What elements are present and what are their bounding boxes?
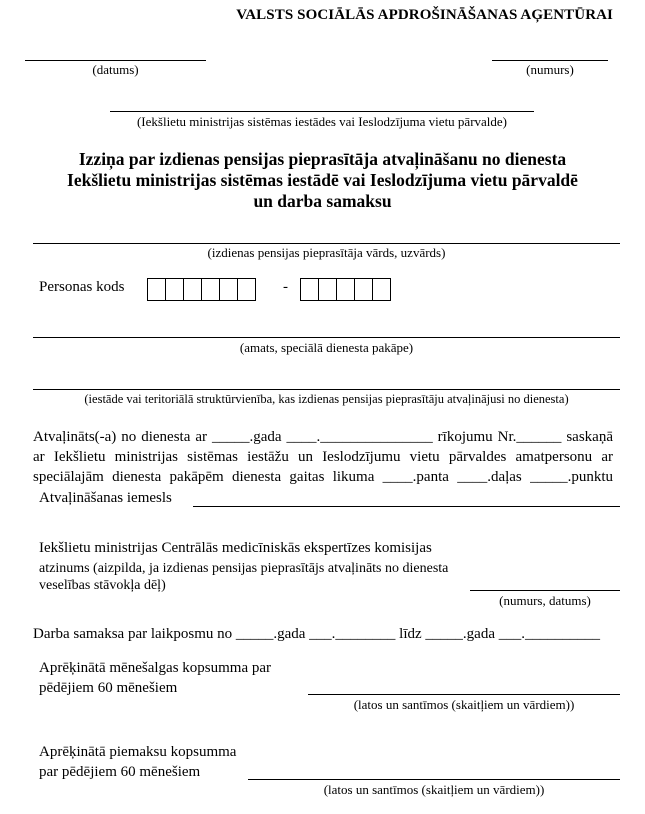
commission-line-3: veselības stāvokļa dēļ) <box>39 578 166 593</box>
discharge-line-2: ar Iekšlietu ministrijas sistēmas iestāžu un Ieslodzījumu vietu pārvaldes amatpersonu ar <box>33 449 613 465</box>
monthly-salary-line-2: pēdējiem 60 mēnešiem <box>39 680 178 696</box>
discharge-paragraph <box>33 427 613 487</box>
discharge-reason-line[interactable] <box>193 506 620 507</box>
monthly-salary-line-1: Aprēķinātā mēnešalgas kopsumma par <box>39 660 272 676</box>
document-title <box>0 149 645 212</box>
code-digit-box[interactable] <box>354 278 373 301</box>
number-caption: (numurs) <box>526 62 574 77</box>
personal-code-label: Personas kods <box>39 279 125 295</box>
number-line[interactable] <box>492 60 608 61</box>
discharge-reason-label: Atvaļināšanas iemesls <box>39 490 172 506</box>
date-caption: (datums) <box>92 62 139 77</box>
unit-caption: (iestāde vai teritoriālā struktūrvienība, kas izdienas pensijas pieprasītāju atvaļinājusi no dienesta) <box>84 392 569 406</box>
title-line-2: Iekšlietu ministrijas sistēmas iestādē vai Ieslodzījuma vietu pārvaldē <box>67 170 578 190</box>
name-caption: (izdienas pensijas pieprasītāja vārds, uzvārds) <box>207 245 446 260</box>
allowance-line[interactable] <box>248 779 620 780</box>
commission-line-1: Iekšlietu ministrijas Centrālās medicīniskās ekspertīzes komisijas <box>39 540 432 556</box>
commission-line-2: atzinums (aizpilda, ja izdienas pensijas pieprasītājs atvaļināts no dienesta <box>39 561 449 576</box>
commission-caption: (numurs, datums) <box>499 593 591 608</box>
position-caption: (amats, speciālā dienesta pakāpe) <box>239 340 414 355</box>
allowance-line-1: Aprēķinātā piemaksu kopsumma <box>39 744 237 760</box>
commission-number-line[interactable] <box>470 590 620 591</box>
code-digit-box[interactable] <box>336 278 355 301</box>
code-digit-box[interactable] <box>318 278 337 301</box>
discharge-line-1: Atvaļināts(-a) no dienesta ar _____.gada ____._______________ rīkojumu Nr.______ saskaņā <box>33 429 613 445</box>
code-digit-box[interactable] <box>201 278 220 301</box>
position-line[interactable] <box>33 337 620 338</box>
code-digit-box[interactable] <box>300 278 319 301</box>
code-digit-box[interactable] <box>372 278 391 301</box>
date-line[interactable] <box>25 60 206 61</box>
code-digit-box[interactable] <box>165 278 184 301</box>
agency-header: VALSTS SOCIĀLĀS APDROŠINĀŠANAS AĢENTŪRAI <box>236 7 613 23</box>
allowance-caption: (latos un santīmos (skaitļiem un vārdiem)) <box>323 782 545 797</box>
institution-caption: (Iekšlietu ministrijas sistēmas iestādes vai Ieslodzījuma vietu pārvalde) <box>136 114 508 129</box>
allowance-line-2: par pēdējiem 60 mēnešiem <box>39 764 201 780</box>
unit-line[interactable] <box>33 389 620 390</box>
code-digit-box[interactable] <box>147 278 166 301</box>
title-line-1: Izziņa par izdienas pensijas pieprasītāja atvaļināšanu no dienesta <box>78 149 567 169</box>
name-line[interactable] <box>33 243 620 244</box>
title-line-3: un darba samaksu <box>253 191 392 211</box>
code-digit-box[interactable] <box>237 278 256 301</box>
salary-period-text: Darba samaksa par laikposmu no _____.gada ___.________ līdz _____.gada ___.__________ <box>33 626 600 642</box>
monthly-salary-line[interactable] <box>308 694 620 695</box>
personal-code-separator: - <box>283 279 288 295</box>
discharge-line-3: speciālajām dienesta pakāpēm dienesta gaitas likuma ____.panta ____.daļas _____.punktu <box>33 469 613 485</box>
code-digit-box[interactable] <box>219 278 238 301</box>
institution-line[interactable] <box>110 111 534 112</box>
code-digit-box[interactable] <box>183 278 202 301</box>
monthly-salary-caption: (latos un santīmos (skaitļiem un vārdiem)) <box>353 697 575 712</box>
